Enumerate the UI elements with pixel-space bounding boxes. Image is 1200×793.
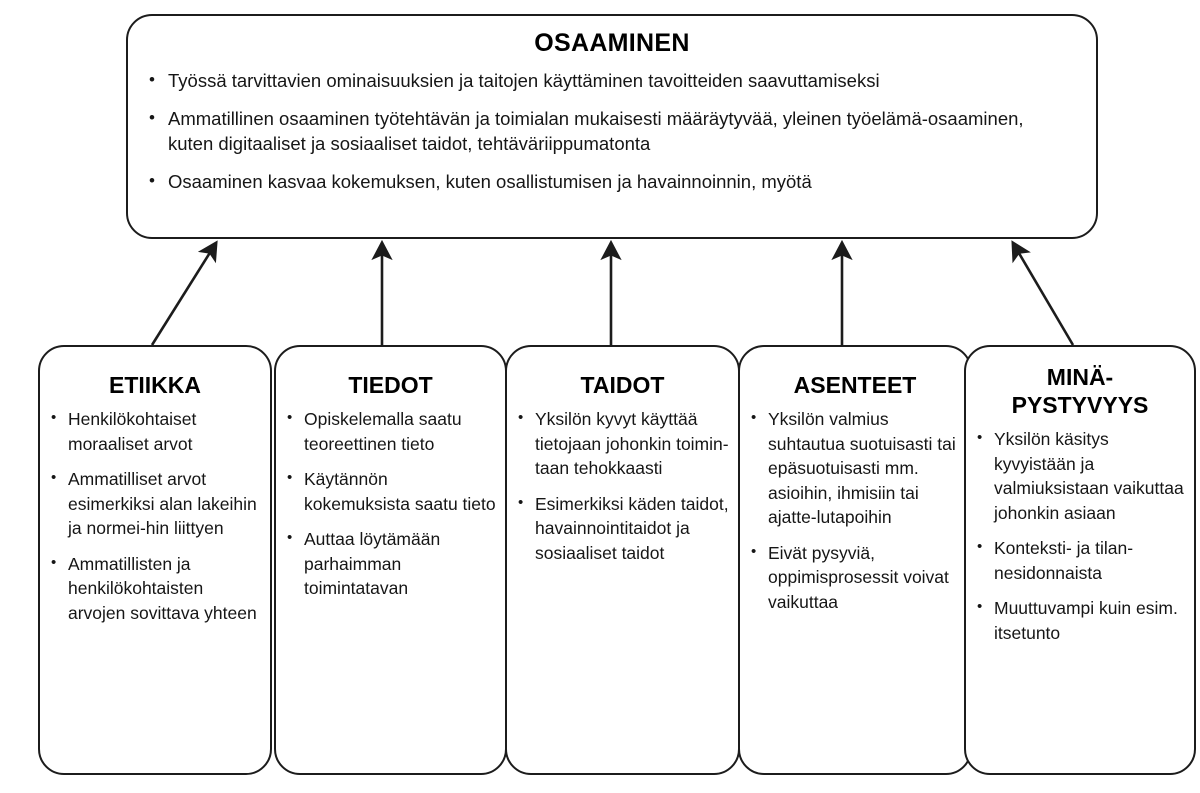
list-item: • Yksilön valmius suhtautua suotuisasti tai epäsuotuisasti mm. asioihin, ihmisiin tai ajatte-lutapoihin — [749, 407, 962, 530]
category-card-asenteet — [738, 345, 972, 775]
list-item: • Eivät pysyviä, oppimisprosessit voivat vaikuttaa — [749, 541, 962, 615]
list-item: • Muuttuvampi kuin esim. itsetunto — [975, 596, 1186, 645]
osaaminen-title: OSAAMINEN — [534, 29, 690, 57]
category-bullet-list — [276, 407, 505, 601]
category-bullet-list — [966, 427, 1194, 645]
list-item: • Opiskelemalla saatu teoreettinen tieto — [285, 407, 497, 456]
osaaminen-bullet-list — [128, 68, 1096, 194]
category-card-minapystyvyys — [964, 345, 1196, 775]
list-item: • Yksilön käsitys kyvyistään ja valmiuksistaan vaikuttaa johonkin asiaan — [975, 427, 1186, 525]
category-title: ASENTEET — [793, 372, 917, 398]
list-item: • Yksilön kyvyt käyttää tietojaan johonkin toimin-taan tehokkaasti — [516, 407, 730, 481]
list-item: • Auttaa löytämään parhaimman toimintatavan — [285, 527, 497, 601]
category-card-tiedot — [274, 345, 507, 775]
category-card-taidot — [505, 345, 740, 775]
list-item: • Työssä tarvittavien ominaisuuksien ja taitojen käyttäminen tavoitteiden saavuttamiseksi — [146, 68, 1070, 94]
category-row — [0, 345, 1200, 777]
list-item: • Käytännön kokemuksista saatu tieto — [285, 467, 497, 516]
list-item: • Osaaminen kasvaa kokemuksen, kuten osallistumisen ja havainnoinnin, myötä — [146, 169, 1070, 195]
category-title: MINÄ- PYSTYVYYS — [1011, 364, 1149, 418]
category-bullet-list — [507, 407, 738, 565]
list-item: • Ammatillisten ja henkilökohtaisten arvojen sovittava yhteen — [49, 552, 262, 626]
category-card-etiikka — [38, 345, 272, 775]
category-bullet-list — [740, 407, 970, 614]
list-item: • Henkilökohtaiset moraaliset arvot — [49, 407, 262, 456]
category-title: TAIDOT — [580, 372, 665, 398]
arrow-etiikka-to-osaaminen — [152, 243, 216, 345]
osaaminen-box — [126, 14, 1098, 239]
list-item: • Ammatilliset arvot esimerkiksi alan lakeihin ja normei-hin liittyen — [49, 467, 262, 541]
list-item: • Ammatillinen osaaminen työtehtävän ja toimialan mukaisesti määräytyvää, yleinen työelämä-osaaminen, kuten digitaaliset ja sosiaaliset taidot, tehtäväriippumatonta — [146, 106, 1070, 157]
category-bullet-list — [40, 407, 270, 625]
arrow-minapystyvyys-to-osaaminen — [1013, 243, 1073, 345]
category-title: TIEDOT — [348, 372, 433, 398]
category-title: ETIIKKA — [109, 372, 201, 398]
list-item: • Esimerkiksi käden taidot, havainnointitaidot ja sosiaaliset taidot — [516, 492, 730, 566]
list-item: • Konteksti- ja tilan-nesidonnaista — [975, 536, 1186, 585]
